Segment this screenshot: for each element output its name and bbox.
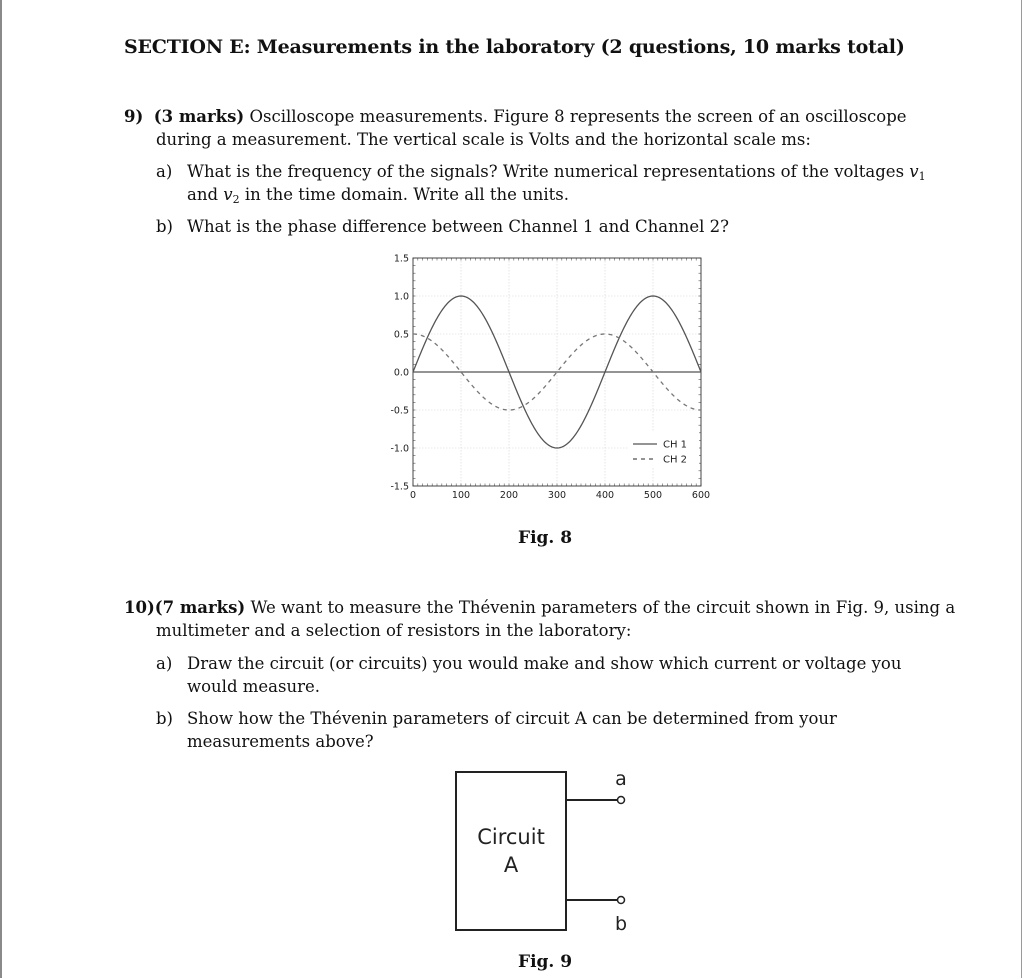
question-10b-label: b): [156, 709, 173, 728]
y-tick-label: -1.5: [390, 481, 409, 493]
y-tick-label: 0.0: [393, 367, 409, 379]
x-tick-label: 0: [409, 490, 417, 501]
terminal-a-node: [618, 797, 625, 804]
y-tick-label: 1.5: [393, 253, 409, 265]
circuit-a-label-2: A: [503, 853, 519, 877]
figure-9-caption: Fig. 9: [518, 952, 573, 972]
circuit-a-label-1: Circuit: [477, 825, 545, 849]
question-10b-text-2: measurements above?: [187, 732, 374, 751]
question-10a-label: a): [156, 654, 173, 673]
question-9a-line2: [187, 183, 569, 206]
question-10-text-2: multimeter and a selection of resistors in the laboratory:: [156, 621, 632, 640]
circuit-a-box: [456, 772, 566, 930]
oscilloscope-chart: [370, 248, 730, 504]
section-title: SECTION E: Measurements in the laboratory (2 questions, 10 marks total): [124, 36, 905, 58]
question-9a-label: a): [156, 162, 173, 181]
page-right-edge: [1021, 0, 1022, 978]
x-tick-label: 100: [451, 490, 471, 501]
question-10a-text-1: Draw the circuit (or circuits) you would make and show which current or voltage you: [187, 654, 902, 673]
page-left-edge: [0, 0, 2, 978]
voltage-v1-symbol: v: [909, 162, 919, 181]
question-10-line1: [124, 596, 955, 619]
figure-8-caption: Fig. 8: [518, 528, 573, 548]
voltage-v2-symbol: v: [223, 185, 233, 204]
legend-label-ch-1: CH 1: [663, 439, 688, 451]
question-9b-label: b): [156, 217, 173, 236]
question-9a-text-1: What is the frequency of the signals? Write numerical representations of the voltages: [187, 162, 905, 181]
question-9-text-1: Oscilloscope measurements. Figure 8 represents the screen of an oscilloscope: [249, 107, 907, 126]
x-tick-label: 400: [595, 490, 615, 501]
y-tick-label: -0.5: [390, 405, 409, 417]
x-tick-label: 500: [643, 490, 663, 501]
voltage-v1-subscript: 1: [918, 170, 926, 183]
question-9-text-2: during a measurement. The vertical scale is Volts and the horizontal scale ms:: [156, 130, 811, 149]
terminal-b-label: b: [614, 913, 628, 935]
terminal-b-node: [618, 897, 625, 904]
question-9b-text: What is the phase difference between Channel 1 and Channel 2?: [187, 217, 730, 236]
question-9a-line1: [187, 160, 926, 183]
question-10b-text-1: Show how the Thévenin parameters of circuit A can be determined from your: [187, 709, 837, 728]
question-10a-text-2: would measure.: [187, 677, 321, 696]
x-tick-label: 200: [499, 490, 519, 501]
question-9a-text-2: in the time domain. Write all the units.: [244, 185, 570, 204]
question-9a-and: and: [187, 185, 219, 204]
voltage-v2-subscript: 2: [232, 193, 240, 206]
y-tick-label: -1.0: [390, 443, 409, 455]
question-10-text-1: We want to measure the Thévenin parameters of the circuit shown in Fig. 9, using a: [250, 598, 956, 617]
question-9-number: 9): [124, 107, 144, 126]
question-10-marks: (7 marks): [154, 598, 246, 617]
question-10-number: 10): [124, 598, 155, 617]
y-tick-label: 1.0: [393, 291, 409, 303]
question-9-marks: (3 marks): [153, 107, 245, 126]
x-tick-label: 300: [547, 490, 567, 501]
x-tick-label: 600: [691, 490, 711, 501]
circuit-a-diagram: [440, 760, 660, 945]
legend-label-ch-2: CH 2: [663, 454, 688, 466]
y-tick-label: 0.5: [393, 329, 409, 341]
terminal-a-label: a: [615, 768, 627, 790]
question-9-line1: [124, 105, 907, 128]
